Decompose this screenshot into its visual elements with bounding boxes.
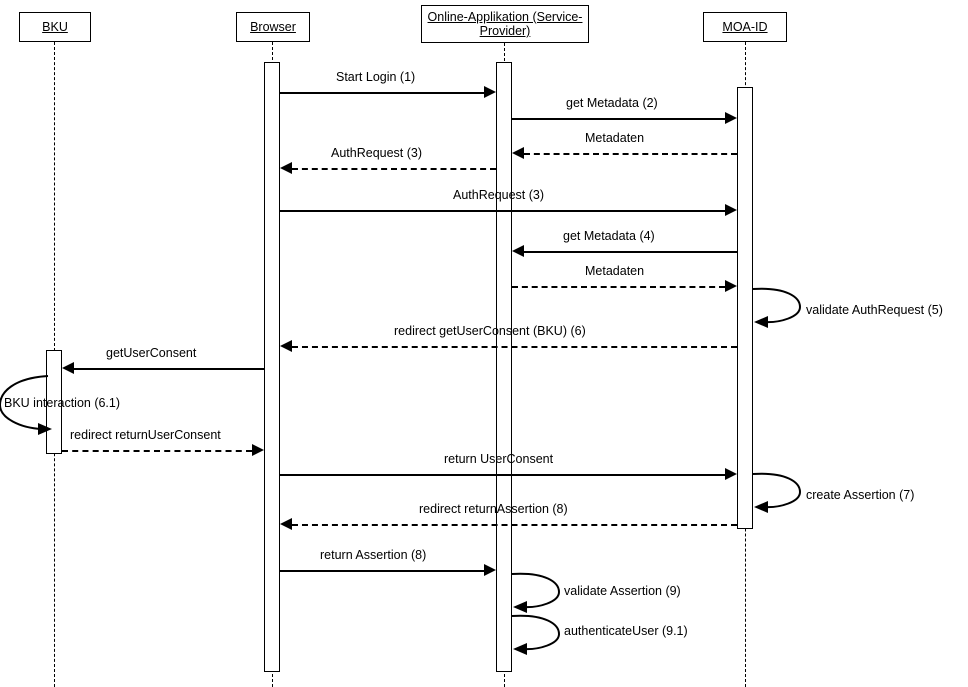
message-arrow-get-metadata-4 [512,245,524,257]
message-label-bku-interaction: BKU interaction (6.1) [4,396,121,410]
message-arrow-authrequest-3a [280,162,292,174]
message-arrow-start-login [484,86,496,98]
message-label-validate-authrequest: validate AuthRequest (5) [806,303,943,317]
message-label-redirect-returnassertion: redirect returnAssertion (8) [419,502,568,516]
message-arrow-getuserconsent [62,362,74,374]
message-label-validate-assertion: validate Assertion (9) [564,584,681,598]
lifeline-box-bku [19,12,91,42]
message-line-redirect-returnassertion [292,524,737,526]
message-arrow-get-metadata-2 [725,112,737,124]
lifeline-label-bku: BKU [42,19,68,34]
lifeline-box-moa-id [703,12,787,42]
message-arrow-redirect-getuserconsent [280,340,292,352]
message-arrow-return-assertion [484,564,496,576]
lifeline-box-online-applikation [421,5,589,43]
message-arrow-authrequest-3b [725,204,737,216]
message-line-authrequest-3a [292,168,496,170]
message-line-metadaten-2 [512,286,725,288]
lifeline-label-browser: Browser [250,19,296,34]
message-line-redirect-getuserconsent [292,346,737,348]
message-label-redirect-returnuserconsent: redirect returnUserConsent [70,428,221,442]
message-label-get-metadata-2: get Metadata (2) [566,96,658,110]
message-label-metadaten-2: Metadaten [585,264,645,278]
message-line-return-assertion [280,570,484,572]
message-label-authrequest-3a: AuthRequest (3) [331,146,423,160]
message-label-return-assertion: return Assertion (8) [320,548,427,562]
message-label-getuserconsent: getUserConsent [106,346,197,360]
message-line-get-metadata-4 [524,251,737,253]
self-loop-create-assertion [750,470,810,516]
message-label-authenticate-user: authenticateUser (9.1) [564,624,688,638]
message-label-get-metadata-4: get Metadata (4) [563,229,655,243]
message-line-getuserconsent [74,368,264,370]
lifeline-label-online-applikation: Online-Applikation (Service-Provider) [427,9,583,38]
message-line-start-login [280,92,484,94]
message-arrow-metadaten-1 [512,147,524,159]
self-loop-validate-authrequest [750,285,810,331]
message-label-redirect-getuserconsent: redirect getUserConsent (BKU) (6) [394,324,586,338]
message-label-metadaten-1: Metadaten [585,131,645,145]
message-line-metadaten-1 [524,153,737,155]
message-line-redirect-returnuserconsent [62,450,252,452]
message-arrow-redirect-returnassertion [280,518,292,530]
message-label-start-login: Start Login (1) [336,70,416,84]
message-arrow-return-userconsent [725,468,737,480]
lifeline-box-browser [236,12,310,42]
message-label-return-userconsent: return UserConsent [444,452,554,466]
activation-browser [264,62,280,672]
message-line-return-userconsent [280,474,725,476]
message-line-get-metadata-2 [512,118,725,120]
self-loop-validate-assertion [509,570,569,616]
self-loop-authenticate-user [509,612,569,658]
message-line-authrequest-3b [280,210,725,212]
lifeline-label-moa-id: MOA-ID [722,19,768,34]
message-arrow-redirect-returnuserconsent [252,444,264,456]
message-label-create-assertion: create Assertion (7) [806,488,915,502]
message-label-authrequest-3b: AuthRequest (3) [453,188,545,202]
message-arrow-metadaten-2 [725,280,737,292]
